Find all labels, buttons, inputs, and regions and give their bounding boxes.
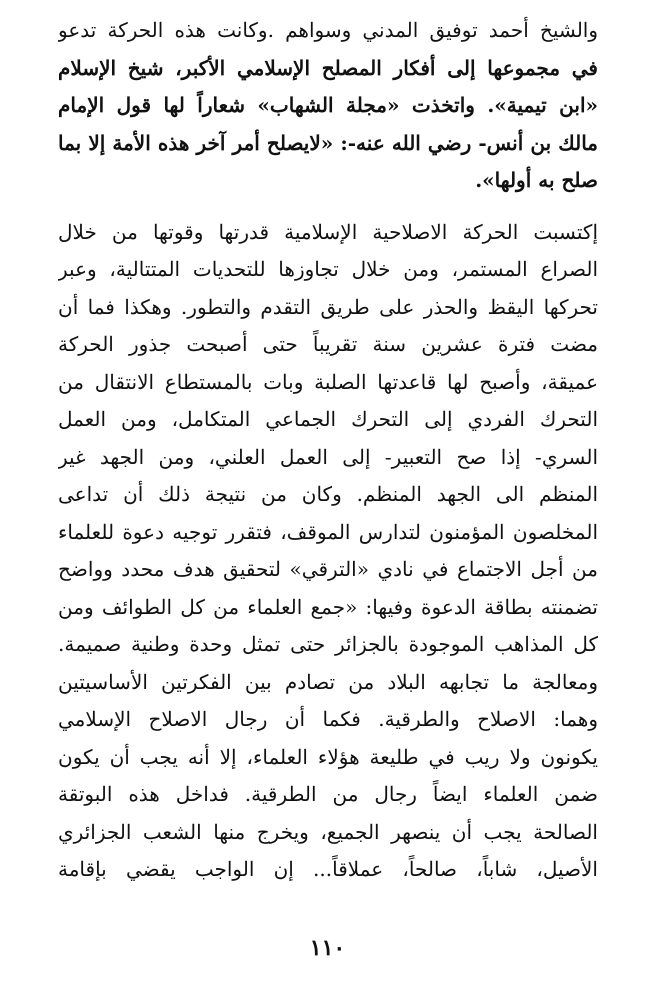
- paragraph-2-line: ضمن العلماء ايضاً رجال من الطرقية. فداخل هذه البوتقة: [58, 782, 598, 806]
- paragraph-2-line: الأصيل، شاباً، صالحاً، عملاقاً... إن الواجب يقضي بإقامة: [58, 857, 598, 881]
- paragraph-2-line: عميقة، وأصبح لها قاعدتها الصلبة وبات بالمستطاع الانتقال من: [58, 369, 598, 394]
- page-number: ١١٠: [309, 935, 346, 961]
- paragraph-2-line: تضمنته بطاقة الدعوة وفيها: «جمع العلماء من كل الطوائف ومن: [58, 594, 598, 619]
- paragraph-2-line: السري- إذا صح التعبير- إلى العمل العلني، ومن الجهد غير: [58, 444, 598, 469]
- paragraph-2-line: يكونون ولا ريب في طليعة هؤلاء العلماء، إلا أنه يجب أن يكون: [58, 744, 598, 769]
- paragraph-2-line: كل المذاهب الموجودة بالجزائر حتى تمثل وحدة وطنية صميمة.: [58, 632, 598, 656]
- paragraph-2-line: ومعالجة ما تجابهه البلاد من تصادم بين الفكرتين الأساسيتين: [58, 669, 598, 694]
- paragraph-spacer: [58, 200, 598, 214]
- paragraph-2-line: المخلصون المؤمنون لتدارس الموقف، فتقرر توجيه دعوة للعلماء: [58, 519, 598, 544]
- paragraph-1-line: صلح به أولها».: [475, 168, 598, 192]
- paragraph-1: [58, 12, 598, 200]
- page-body: [58, 12, 598, 889]
- paragraph-1-line: في مجموعها إلى أفكار المصلح الإسلامي الأكبر، شيخ الإسلام: [58, 55, 598, 80]
- paragraph-2-line: من أجل الاجتماع في نادي «الترقي» لتحقيق هدف محدد وواضح: [58, 557, 598, 581]
- paragraph-1-line: والشيخ أحمد توفيق المدني وسواهم .وكانت هذه الحركة تدعو: [58, 18, 598, 42]
- paragraph-2: [58, 214, 598, 889]
- paragraph-2-line: التحرك الفردي إلى التحرك الجماعي المتكامل، ومن العمل: [58, 407, 598, 431]
- paragraph-2-line: مضت فترة عشرين سنة تقريباً حتى أصبحت جذور الحركة: [58, 332, 598, 356]
- paragraph-2-line: وهما: الاصلاح والطرقية. فكما أن رجال الاصلاح الإسلامي: [58, 707, 598, 731]
- paragraph-2-line: إكتسبت الحركة الاصلاحية الإسلامية قدرتها وقوتها من خلال: [58, 219, 598, 244]
- paragraph-2-line: المنظم الى الجهد المنظم. وكان من نتيجة ذلك أن تداعى: [58, 482, 598, 506]
- paragraph-1-line: مالك بن أنس- رضي الله عنه-: «لايصلح أمر آخر هذه الأمة إلا بما: [58, 130, 598, 155]
- paragraph-1-line: «ابن تيمية». واتخذت «مجلة الشهاب» شعاراً لها قول الإمام: [58, 93, 598, 117]
- paragraph-2-line: الصراع المستمر، ومن خلال تجاوزها للتحديات المتتالية، وعبر: [58, 257, 598, 281]
- paragraph-2-line: تحركها اليقظ والحذر على طريق التقدم والتطور. وهكذا فما أن: [58, 294, 598, 319]
- paragraph-2-line: الصالحة يجب أن ينصهر الجميع، ويخرج منها الشعب الجزائري: [58, 819, 598, 844]
